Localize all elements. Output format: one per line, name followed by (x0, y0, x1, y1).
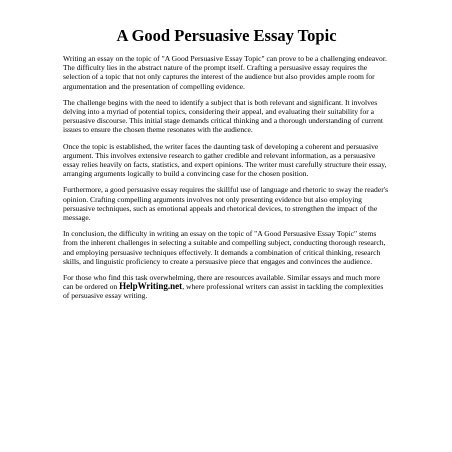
paragraph-closing (63, 273, 390, 301)
paragraph-intro: Writing an essay on the topic of "A Good Persuasive Essay Topic" can prove to be a challenging endeavor. The difficulty lies in the abstract nature of the prompt itself. Crafting a persuasive essay requires the selection of a topic that not only captures the interest of the audience but also provides ample room for argumentation and the presentation of compelling evidence. (63, 54, 387, 91)
paragraph-rhetoric: Furthermore, a good persuasive essay requires the skillful use of language and rhetoric to sway the reader's opinion. Crafting compelling arguments involves not only presenting evidence but also employing persuasive techniques, such as emotional appeals and rhetorical devices, to strengthen the impact of the message. (63, 185, 389, 223)
document-title: A Good Persuasive Essay Topic (116, 26, 337, 45)
paragraph-argument: Once the topic is established, the writer faces the daunting task of developing a coherent and persuasive argument. This involves extensive research to gather credible and relevant information, as a persuasive essay relies heavily on facts, statistics, and expert opinions. The writer must carefully structure their essay, arranging arguments logically to build a convincing case for the chosen position. (63, 141, 387, 179)
closing-text-after: , where professional writers can assist in tackling the complexities of persuasive essay writing. (63, 282, 384, 301)
paragraph-challenge: The challenge begins with the need to identify a subject that is both relevant and significant. It involves delving into a myriad of potential topics, considering their appeal, and evaluating their suitability for a persuasive discourse. This initial stage demands critical thinking and a thorough understanding of current issues to ensure the chosen theme resonates with the audience. (63, 97, 383, 135)
closing-text-before: For those who find this task overwhelming, there are resources available. Similar essays and much more can be ordered on (63, 273, 380, 292)
paragraph-conclusion: In conclusion, the difficulty in writing an essay on the topic of "A Good Persuasive Essay Topic" stems from the inherent challenges in selecting a suitable and compelling subject, conducting thorough research, and employing persuasive techniques effectively. It demands a combination of critical thinking, research skills, and linguistic proficiency to create a persuasive piece that engages and convinces the audience. (63, 229, 386, 266)
helpwriting-link[interactable]: HelpWriting.net (119, 281, 183, 292)
